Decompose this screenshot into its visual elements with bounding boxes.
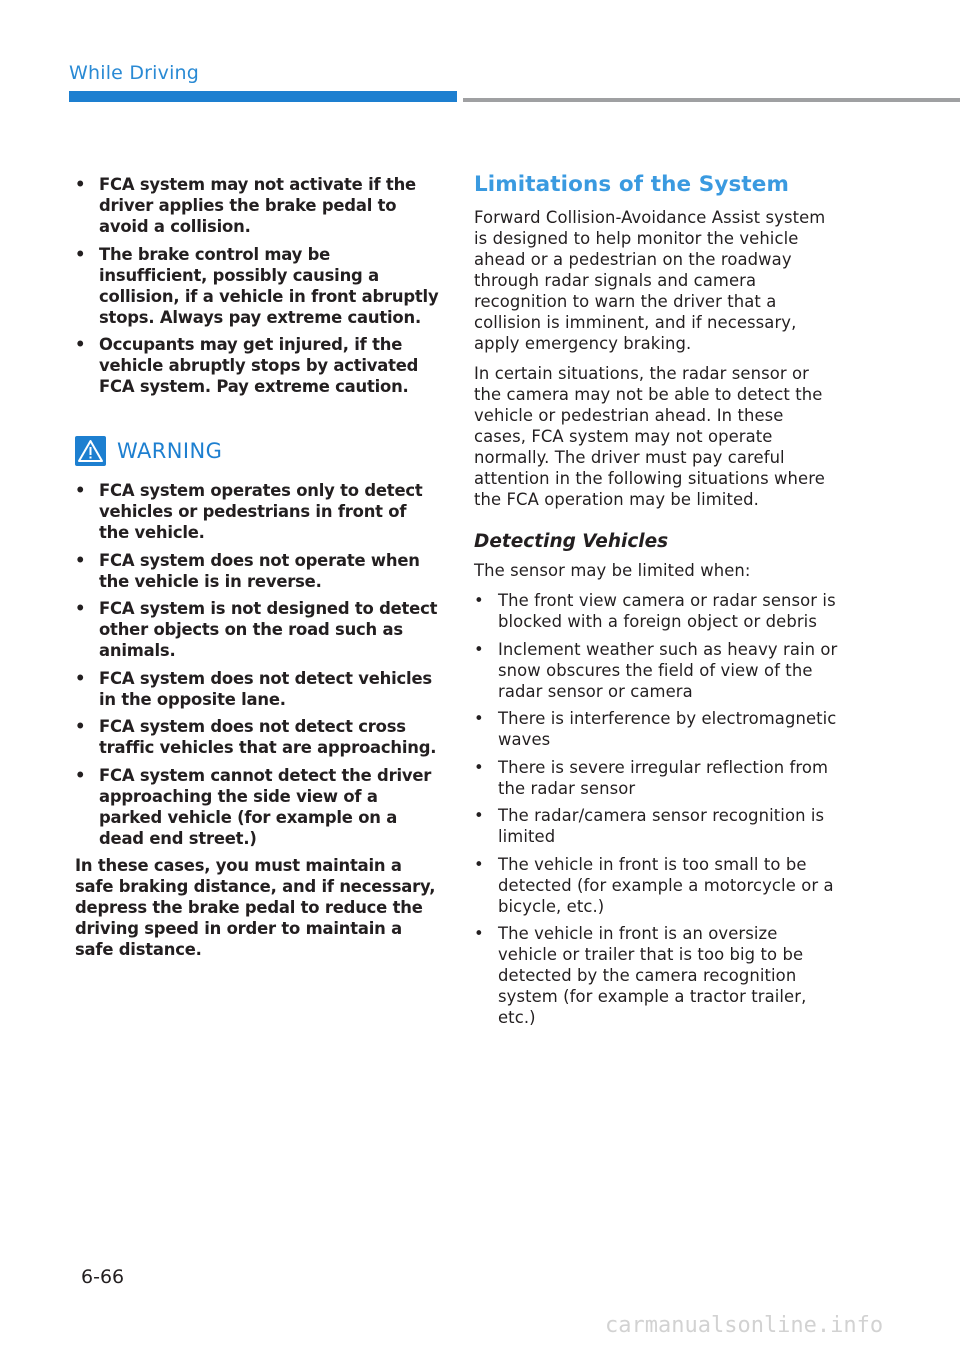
caution-bullet-list (75, 174, 440, 397)
list-item: • FCA system does not detect cross traffic vehicles that are approaching. (75, 716, 440, 758)
list-item: • The vehicle in front is an oversize vehicle or trailer that is too big to be detected by the camera recognition system (for example a tractor trailer, etc.) (474, 923, 840, 1028)
list-item: • FCA system may not activate if the driver applies the brake pedal to avoid a collision. (75, 174, 440, 237)
list-item: • The brake control may be insufficient, possibly causing a collision, if a vehicle in front abruptly stops. Always pay extreme caution. (75, 244, 440, 328)
list-item: • The radar/camera sensor recognition is limited (474, 805, 840, 847)
header-rule-gray (463, 98, 960, 102)
warning-label: WARNING (117, 439, 223, 463)
list-item: • FCA system operates only to detect vehicles or pedestrians in front of the vehicle. (75, 480, 440, 543)
section-header-title: While Driving (69, 62, 200, 84)
list-item: • FCA system does not detect vehicles in the opposite lane. (75, 668, 440, 710)
subsection-title: Detecting Vehicles (474, 531, 669, 552)
warning-closing-text: In these cases, you must maintain a safe braking distance, and if necessary, depress the brake pedal to reduce the driving speed in order to maintain a safe distance. (75, 856, 436, 959)
left-column (75, 174, 440, 960)
watermark: carmanualsonline.info (605, 1313, 884, 1338)
intro-text: The sensor may be limited when: (474, 561, 751, 580)
list-item: • There is severe irregular reflection from the radar sensor (474, 757, 840, 799)
page-number: 6-66 (81, 1266, 125, 1288)
body-paragraph: In certain situations, the radar sensor or the camera may not be able to detect the vehicle or pedestrian ahead. In these cases, FCA system may not operate normally. The driver must pay careful attention in the following situations where the FCA operation may be limited. (474, 364, 825, 509)
list-item: • Occupants may get injured, if the vehicle abruptly stops by activated FCA system. Pay extreme caution. (75, 334, 440, 397)
list-item: • Inclement weather such as heavy rain or snow obscures the field of view of the radar sensor or camera (474, 639, 840, 702)
right-column (474, 172, 840, 1035)
list-item: • FCA system cannot detect the driver approaching the side view of a parked vehicle (for example on a dead end street.) (75, 765, 440, 849)
section-title: Limitations of the System (474, 172, 789, 197)
list-item: • FCA system does not operate when the vehicle is in reverse. (75, 550, 440, 592)
warning-heading (75, 436, 440, 466)
body-paragraph: Forward Collision-Avoidance Assist system is designed to help monitor the vehicle ahead or a pedestrian on the roadway through radar signals and camera recognition to warn the driver that a collision is imminent, and if necessary, apply emergency braking. (474, 208, 826, 353)
warning-triangle-icon (75, 436, 106, 466)
list-item: • The front view camera or radar sensor is blocked with a foreign object or debris (474, 590, 840, 632)
header-rule-blue (69, 91, 457, 102)
list-item: • There is interference by electromagnetic waves (474, 708, 840, 750)
list-item: • FCA system is not designed to detect other objects on the road such as animals. (75, 598, 440, 661)
list-item: • The vehicle in front is too small to be detected (for example a motorcycle or a bicycle, etc.) (474, 854, 840, 917)
limitation-bullet-list (474, 590, 840, 1028)
warning-bullet-list (75, 480, 440, 849)
